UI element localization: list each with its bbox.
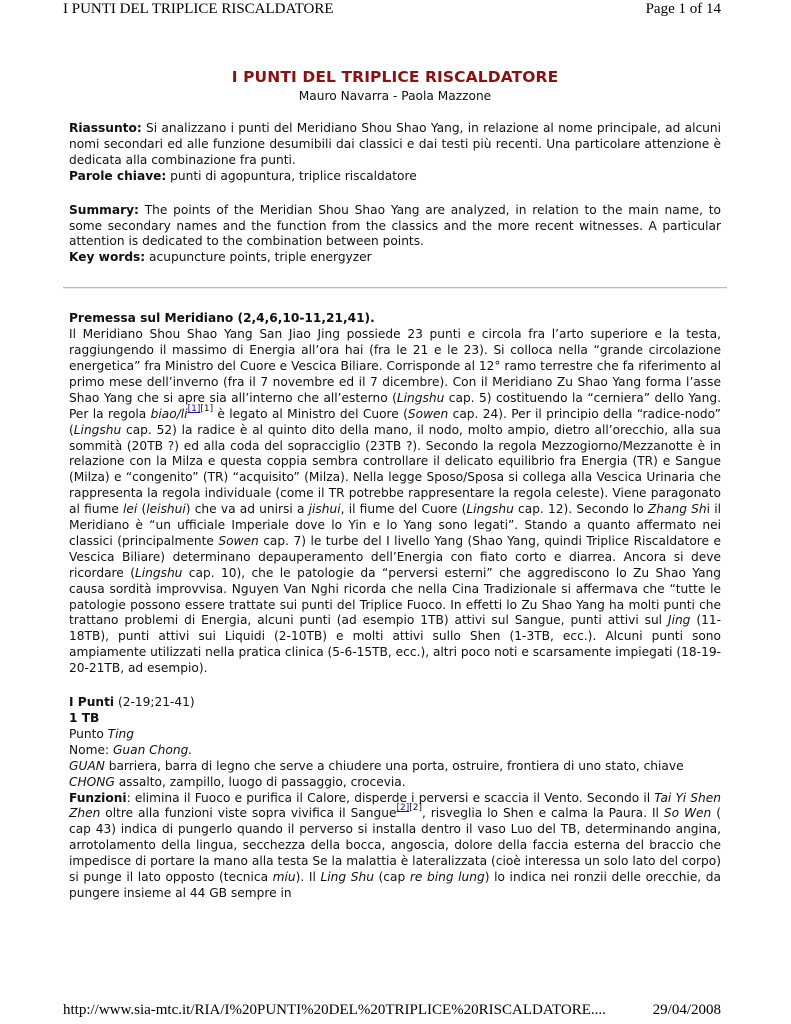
page-footer <box>63 1002 721 1022</box>
footnote-link-1[interactable]: [1] <box>187 403 201 414</box>
italic-term: re <box>409 870 423 885</box>
abstract-it <box>69 121 721 169</box>
header-page-number: Page 1 of 14 <box>645 1 721 17</box>
keywords-en <box>69 250 721 266</box>
italic-term: biao/li <box>150 406 188 421</box>
italic-term: Lingshu <box>396 390 445 405</box>
summary-text: The points of the Meridian Shou Shao Yang are analyzed, in relation to the main name, to some secondary names and the function from the classics and the more recent witnesses. A particular attention is dedicated to the combination between points. <box>69 202 721 249</box>
nome-label: Nome: <box>69 742 113 757</box>
parole-label: Parole chiave: <box>69 168 167 183</box>
punto-label: Punto <box>69 726 108 741</box>
italic-term: miu <box>272 870 296 885</box>
section-heading-premessa: Premessa sul Meridiano (2,4,6,10-11,21,41). <box>69 311 375 326</box>
funzioni-label: Funzioni <box>69 790 127 805</box>
summary-label: Summary: <box>69 202 139 217</box>
italic-term: Ling Shu <box>320 870 374 885</box>
nome-line <box>69 743 721 759</box>
point-code: 1 TB <box>69 711 100 725</box>
italic-term: Lingshu <box>73 422 122 437</box>
guan-term: GUAN <box>69 758 105 773</box>
footnote-marker-2: [2] <box>409 803 422 814</box>
italic-term: Yi Shen Zhen <box>69 790 721 821</box>
punti-heading <box>69 695 721 711</box>
italic-term: Sowen <box>218 533 259 548</box>
italic-term: Zhang Sh <box>647 502 707 517</box>
document-title: I PUNTI DEL TRIPLICE RISCALDATORE <box>231 68 559 86</box>
parole-text: punti di agopuntura, triplice riscaldatore <box>166 168 417 183</box>
italic-term: Tai <box>654 790 672 805</box>
italic-term: Jing <box>667 613 691 628</box>
punti-label: I Punti <box>69 695 115 710</box>
guan-def-text: barriera, barra di legno che serve a chiudere una porta, ostruire, frontiera di uno stato, chiave <box>104 758 684 773</box>
punto-type: Ting <box>107 726 134 741</box>
footnote-marker-1: [1] <box>200 403 214 414</box>
guan-definition <box>69 759 721 775</box>
riassunto-label: Riassunto: <box>69 121 142 135</box>
document-authors: Mauro Navarra - Paola Mazzone <box>298 89 492 103</box>
italic-term: So Wen <box>663 806 712 821</box>
abstract-en <box>69 203 721 251</box>
italic-term: lei <box>123 502 138 517</box>
premessa-paragraph: Il Meridiano Shou Shao Yang San Jiao Jing possiede 23 punti e circola fra l’arto superiore e la testa, raggiungendo il massimo di Energia all’ora hai (fra le 21 e le 23). Si colloca nella “grande circolazione energetica” fra Ministro del Cuore e Vescica Biliare. Corrisponde al 12° ramo terrestre che fa riferimento al primo mese dell’inverno (fra il 7 novembre ed il 7 dicembre). Con il Meridiano Zu Shao Yang forma l’asse Shao Yang che si apre sia all’interno che all’esterno (Lingshu cap. 5) costituendo la “cerniera” dello Yang. Per la regola biao/li[1][1] è legato al Ministro del Cuore (Sowen cap. 24). Per il principio della “radice-nodo” (Lingshu cap. 52) la radice è al quinto dito della mano, il nodo, molto ampio, dietro all’orecchio, alla sua sommità (20TB ?) ed alla coda del sopracciglio (23TB ?). Secondo la regola Mezzogiorno/Mezzanotte è in relazione con la Milza e questa coppia sembra controllare il delicato equilibrio fra Energia (TR) e Sangue (Milza) e “congenito” (TR) “acquisito” (Milza). Nella legge Sposo/Sposa si collega alla Vescica Urinaria che rappresenta la regola individuale (come il TR potrebbe rappresentare la regola celeste). Viene paragonato al fiume lei (leishui) che va ad unirsi a jishui, il fiume del Cuore (Lingshu cap. 12). Secondo lo Zhang Shi il Meridiano è “un ufficiale Imperiale dove lo Yin e lo Yang sono legati”. Stando a quanto affermato nei classici (principalmente Sowen cap. 7) le turbe del I livello Yang (Shao Yang, quindi Triplice Riscaldatore e Vescica Biliare) determinano depauperamento dell’Energia con fiato corto e diarrea. Ancora si deve ricordare (Lingshu cap. 10), che le patologie da “perversi esterni” che aggrediscono lo Zu Shao Yang causa sordità improvvisa. Nguyen Van Nghi ricorda che nella Cina Tradizionale si affermava che “tutte le patologie possono essere trattate sui punti del Triplice Fuoco. In effetti lo Zu Shao Yang ha molti punti che trattano problemi di Energia, alcuni punti (ad esempio 1TB) attivi sul Sangue, punti attivi sul Jing (11-18TB), punti attivi sui Liquidi (2-10TB) e molti attivi sullo Shen (1-3TB, ecc.). Alcuni punti sono ampiamente utilizzati nella pratica clinica (5-6-15TB, ecc.), altri poco noti e scarsamente impiegati (18-19-20-21TB, ad esempio). <box>69 327 722 676</box>
italic-term: bing lung <box>426 870 485 885</box>
italic-term: leishui <box>146 502 186 517</box>
italic-term: jishui <box>308 502 341 517</box>
page-header <box>63 0 721 20</box>
funzioni-paragraph: Funzioni: elimina il Fuoco e purifica il Calore, disperde i perversi e scaccia il Vento. Secondo il Tai Yi Shen Zhen oltre alla funzioni viste sopra vivifica il Sangue[2][2], risveglia lo Shen e calma la Paura. Il So Wen ( cap 43) indica di pungerlo quando il perverso si installa dentro il vaso Luo del TB, determinando angina, arrotolamento della lingua, secchezza della bocca, angoscia, dolore della faccia esterna del braccio che impedisce di portare la mano alla testa Se la malattia è lateralizzata (cioè interessa un solo lato del corpo) si punge il lato opposto (tecnica miu). Il Ling Shu (cap re bing lung) lo indica nei ronzii delle orecchie, da pungere insieme al 44 GB sempre in <box>69 790 722 900</box>
keywords-label: Key words: <box>69 250 146 265</box>
italic-term: Sowen <box>407 406 449 421</box>
keywords-it <box>69 169 721 185</box>
punto-line <box>69 727 721 743</box>
footnote-link-2[interactable]: [2] <box>396 803 410 814</box>
nome-value: Guan Chong. <box>112 742 193 757</box>
horizontal-divider <box>63 287 727 289</box>
italic-term: Lingshu <box>134 565 183 580</box>
punti-range: (2-19;21-41) <box>114 695 195 710</box>
point-heading-1tb <box>69 711 721 727</box>
document-body <box>69 68 721 902</box>
chong-definition <box>69 775 721 791</box>
header-title: I PUNTI DEL TRIPLICE RISCALDATORE <box>63 1 334 17</box>
keywords-text: acupuncture points, triple energyzer <box>145 250 372 265</box>
footer-date: 29/04/2008 <box>652 1002 721 1018</box>
italic-term: Lingshu <box>466 502 514 517</box>
riassunto-text: Si analizzano i punti del Meridiano Shou Shao Yang, in relazione al nome principale, ad alcuni nomi secondari ed alle funzione desumibili dai classici e dai testi più recenti. Una particolare attenzione è dedicata alla combinazione fra punti. <box>69 121 721 167</box>
chong-def-text: assalto, zampillo, luogo di passaggio, crocevia. <box>114 774 406 789</box>
chong-term: CHONG <box>69 774 115 789</box>
footer-url: http://www.sia-mtc.it/RIA/I%20PUNTI%20DEL%20TRIPLICE%20RISCALDATORE.... <box>63 1002 606 1018</box>
